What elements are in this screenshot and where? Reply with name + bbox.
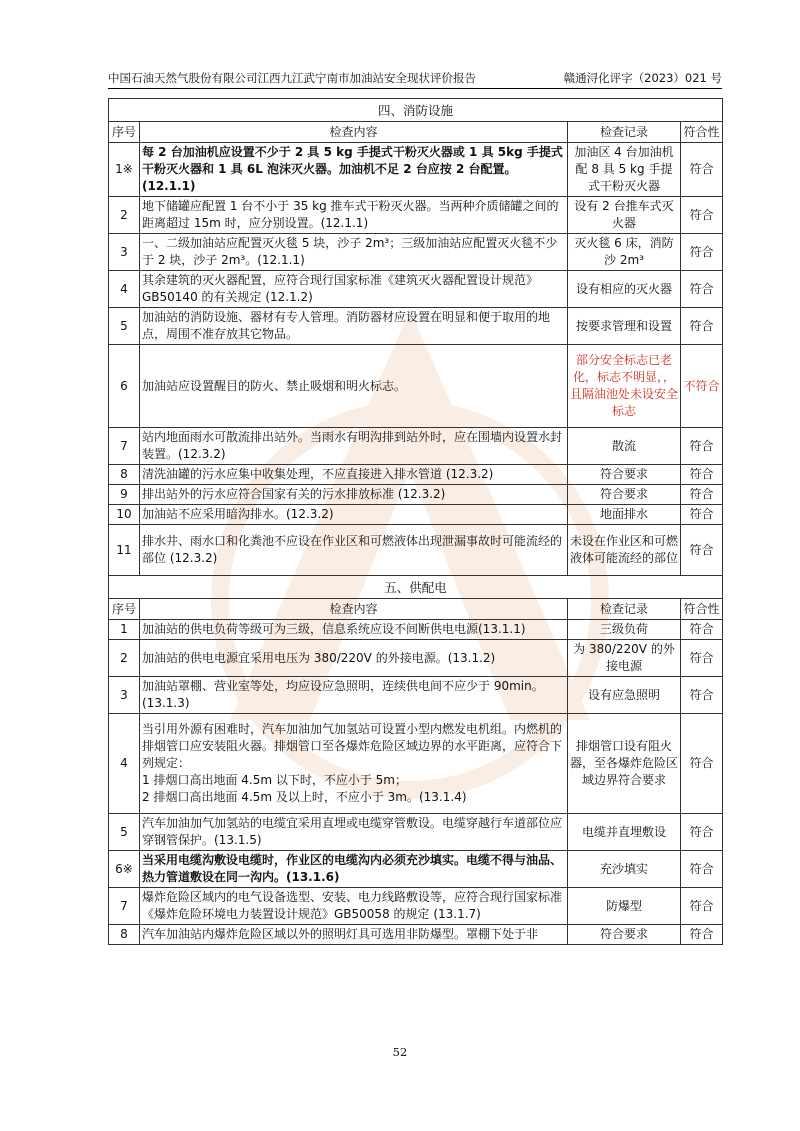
table-row [109,888,723,925]
row-content: 汽车加油加气加氢站的电缆宜采用直埋或电缆穿管敷设。电缆穿越行车道部位应穿钢管保护。(13.1.5) [140,814,568,851]
row-conformity: 符合 [681,525,723,576]
row-number: 3 [109,677,140,714]
row-number: 3 [109,234,140,271]
row-content: 汽车加油站内爆炸危险区域以外的照明灯具可选用非防爆型。罩棚下处于非 [140,925,568,945]
column-header-conform: 符合性 [681,122,723,143]
section-title-row [109,576,723,599]
table-row [109,345,723,428]
section-title: 五、供配电 [109,576,723,599]
row-record: 地面排水 [568,505,681,525]
row-content: 加油站的供电负荷等级可为三级，信息系统应设不间断供电电源(13.1.1) [140,620,568,640]
column-header-content: 检查内容 [140,599,568,620]
row-record: 设有 2 台推车式灭火器 [568,197,681,234]
table-row [109,428,723,465]
row-number: 2 [109,640,140,677]
column-header-conform: 符合性 [681,599,723,620]
row-content: 站内地面雨水可散流排出站外。当雨水有明沟排到站外时，应在围墙内设置水封装置。(12.3.2) [140,428,568,465]
row-record: 加油区 4 台加油机配 8 具 5 kg 手提式干粉灭火器 [568,143,681,197]
row-conformity: 符合 [681,465,723,485]
row-conformity: 符合 [681,714,723,814]
row-conformity: 符合 [681,428,723,465]
row-content: 当采用电缆沟敷设电缆时，作业区的电缆沟内必须充沙填实。电缆不得与油品、热力管道敷设在同一沟内。(13.1.6) [140,851,568,888]
row-conformity: 符合 [681,677,723,714]
row-content: 加油站的供电电源宜采用电压为 380/220V 的外接电源。(13.1.2) [140,640,568,677]
table-row [109,505,723,525]
row-record: 电缆并直埋敷设 [568,814,681,851]
row-record: 为 380/220V 的外接电源 [568,640,681,677]
document-number: 赣通浔化评字（2023）021 号 [563,71,722,85]
row-number: 10 [109,505,140,525]
row-record: 按要求管理和设置 [568,308,681,345]
row-conformity: 符合 [681,620,723,640]
row-number: 9 [109,485,140,505]
section-title-row [109,99,723,122]
column-header-row [109,122,723,143]
table-row [109,465,723,485]
inspection-table [108,98,723,945]
row-number: 7 [109,428,140,465]
column-header-record: 检查记录 [568,599,681,620]
row-number: 1※ [109,143,140,197]
row-conformity: 符合 [681,814,723,851]
row-number: 5 [109,308,140,345]
row-number: 6※ [109,851,140,888]
row-number: 8 [109,465,140,485]
row-conformity: 符合 [681,271,723,308]
row-conformity: 符合 [681,485,723,505]
row-conformity: 符合 [681,851,723,888]
row-record: 设有相应的灭火器 [568,271,681,308]
row-record: 充沙填实 [568,851,681,888]
row-content: 一、二级加油站应配置灭火毯 5 块，沙子 2m³；三级加油站应配置灭火毯不少于 2 块，沙子 2m³。(12.1.1) [140,234,568,271]
row-content: 加油站应设置醒目的防火、禁止吸烟和明火标志。 [140,345,568,428]
row-content: 加油站不应采用暗沟排水。(12.3.2) [140,505,568,525]
table-row [109,620,723,640]
row-conformity: 符合 [681,888,723,925]
table-row [109,814,723,851]
table-row [109,851,723,888]
table-row [109,197,723,234]
row-number: 11 [109,525,140,576]
row-content: 清洗油罐的污水应集中收集处理，不应直接进入排水管道 (12.3.2) [140,465,568,485]
row-conformity: 符合 [681,640,723,677]
table-row [109,143,723,197]
row-content: 当引用外源有困难时，汽车加油加气加氢站可设置小型内燃发电机组。内燃机的排烟管口应安装阻火器。排烟管口至各爆炸危险区域边界的水平距离，应符合下列规定： 1 排烟口高出地面 4.5m 以下时，不应小于 5m； 2 排烟口高出地面 4.5m 及以上时，不应小于 3m。(13.1.4) [140,714,568,814]
row-conformity: 符合 [681,234,723,271]
row-number: 4 [109,271,140,308]
column-header-no: 序号 [109,122,140,143]
row-record: 符合要求 [568,925,681,945]
row-number: 4 [109,714,140,814]
row-content: 加油站罩棚、营业室等处，均应设应急照明，连续供电间不应少于 90min。(13.1.3) [140,677,568,714]
row-record: 部分安全标志已老化，标志不明显，，且隔油池处未设安全标志 [568,345,681,428]
row-record: 符合要求 [568,485,681,505]
report-title: 中国石油天然气股份有限公司江西九江武宁南市加油站安全现状评价报告 [108,71,476,85]
table-row [109,525,723,576]
row-conformity: 符合 [681,197,723,234]
row-number: 5 [109,814,140,851]
page-header [108,70,722,89]
table-row [109,677,723,714]
table-row [109,640,723,677]
row-conformity: 符合 [681,143,723,197]
row-record: 散流 [568,428,681,465]
row-record: 防爆型 [568,888,681,925]
row-content: 地下储罐应配置 1 台不小于 35 kg 推车式干粉灭火器。当两种介质储罐之间的距离超过 15m 时，应分别设置。(12.1.1) [140,197,568,234]
row-record: 符合要求 [568,465,681,485]
row-record: 三级负荷 [568,620,681,640]
column-header-content: 检查内容 [140,122,568,143]
row-content: 排水井、雨水口和化粪池不应设在作业区和可燃液体出现泄漏事故时可能流经的部位 (12.3.2) [140,525,568,576]
row-number: 7 [109,888,140,925]
column-header-row [109,599,723,620]
row-record: 排烟管口设有阻火器，至各爆炸危险区域边界符合要求 [568,714,681,814]
row-number: 6 [109,345,140,428]
row-content: 其余建筑的灭火器配置，应符合现行国家标准《建筑灭火器配置设计规范》GB50140 的有关规定 (12.1.2) [140,271,568,308]
table-row [109,234,723,271]
column-header-record: 检查记录 [568,122,681,143]
table-row [109,308,723,345]
row-record: 灭火毯 6 床，消防沙 2m³ [568,234,681,271]
row-number: 1 [109,620,140,640]
row-conformity: 符合 [681,925,723,945]
column-header-no: 序号 [109,599,140,620]
row-content: 爆炸危险区域内的电气设备选型、安装、电力线路敷设等，应符合现行国家标准《爆炸危险环境电力装置设计规范》GB50058 的规定 (13.1.7) [140,888,568,925]
table-row [109,714,723,814]
table-row [109,271,723,308]
row-record: 未设在作业区和可燃液体可能流经的部位 [568,525,681,576]
section-title: 四、消防设施 [109,99,723,122]
row-number: 8 [109,925,140,945]
page-number: 52 [392,1045,408,1059]
row-number: 2 [109,197,140,234]
row-record: 设有应急照明 [568,677,681,714]
row-content: 每 2 台加油机应设置不少于 2 具 5 kg 手提式干粉灭火器或 1 具 5kg 手提式干粉灭火器和 1 具 6L 泡沫灭火器。加油机不足 2 台应按 2 台配置。(12.1.1) [140,143,568,197]
row-content: 加油站的消防设施、器材有专人管理。消防器材应设置在明显和便于取用的地点，周围不准存放其它物品。 [140,308,568,345]
row-conformity: 符合 [681,308,723,345]
row-content: 排出站外的污水应符合国家有关的污水排放标准 (12.3.2) [140,485,568,505]
row-conformity: 不符合 [681,345,723,428]
row-conformity: 符合 [681,505,723,525]
table-row [109,485,723,505]
table-row [109,925,723,945]
